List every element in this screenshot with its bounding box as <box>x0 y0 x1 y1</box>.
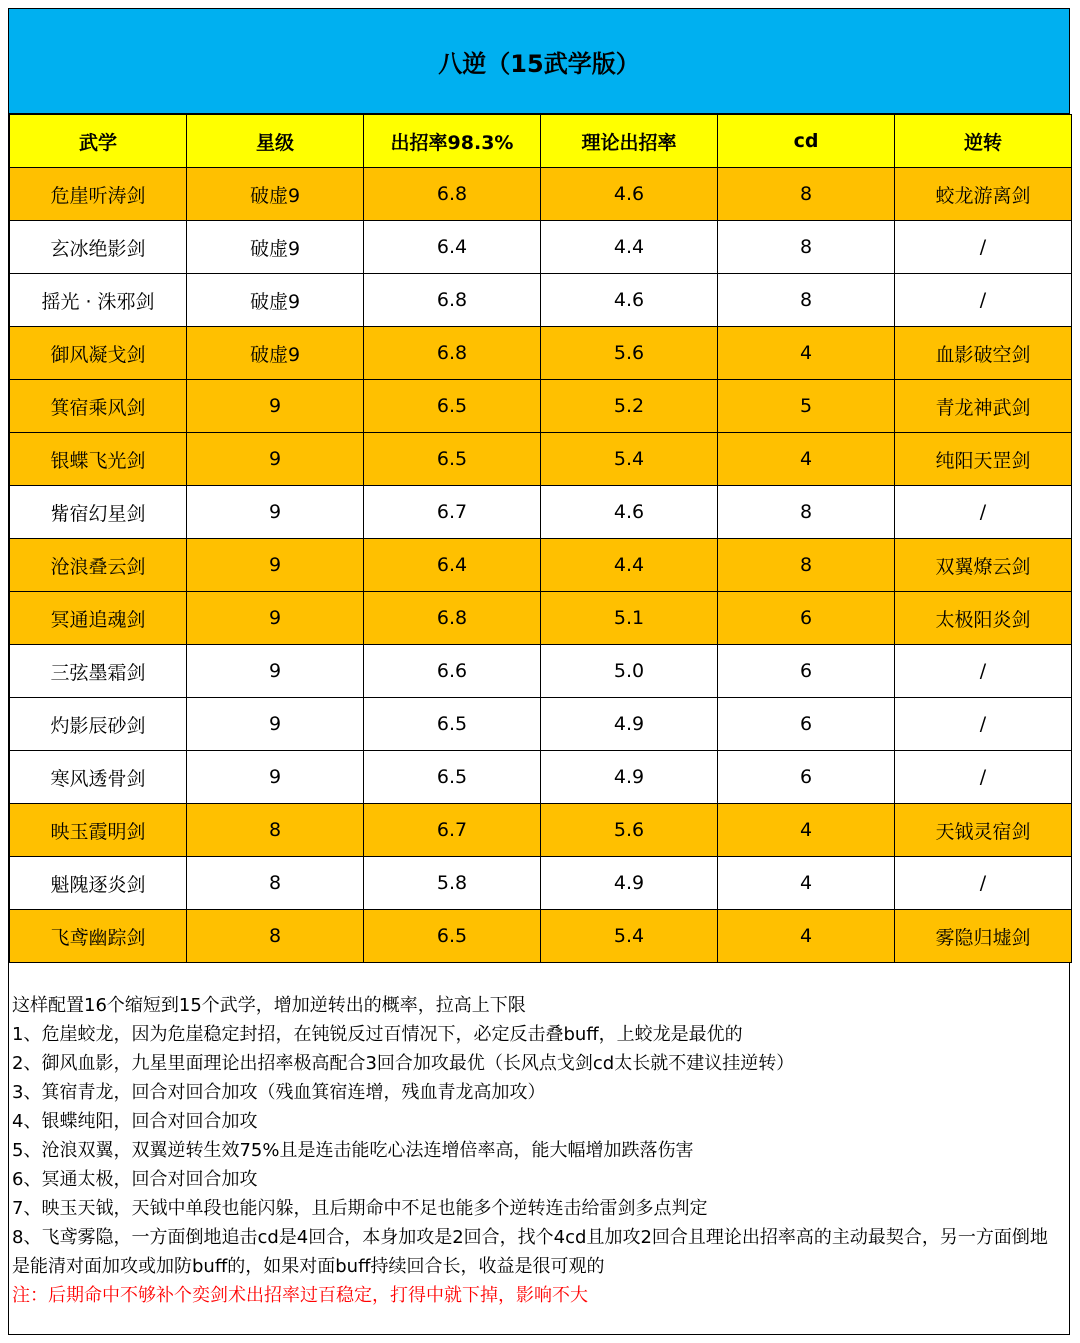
cell-skill: 摇光 · 洙邪剑 <box>10 274 187 327</box>
cell-rate: 6.5 <box>364 380 541 433</box>
note-line: 8、飞鸢雾隐，一方面倒地追击cd是4回合，本身加攻是2回合，找个4cd且加攻2回合且理论出招率高的主动最契合，另一方面倒地是能清对面加攻或加防buff的，如果对面buff持续回合长，收益是很可观的 <box>12 1227 1048 1277</box>
cell-skill: 玄冰绝影剑 <box>10 221 187 274</box>
cell-skill: 灼影辰砂剑 <box>10 698 187 751</box>
table-row <box>10 645 1072 698</box>
cell-cd: 4 <box>718 804 895 857</box>
cell-theory-rate: 4.9 <box>541 698 718 751</box>
cell-rate: 5.8 <box>364 857 541 910</box>
cell-star: 9 <box>187 433 364 486</box>
cell-theory-rate: 5.0 <box>541 645 718 698</box>
cell-rate: 6.8 <box>364 592 541 645</box>
note-line: 4、银蝶纯阳，回合对回合加攻 <box>12 1111 258 1132</box>
cell-reversal: / <box>895 751 1072 804</box>
cell-star: 9 <box>187 539 364 592</box>
cell-theory-rate: 5.6 <box>541 327 718 380</box>
cell-reversal: / <box>895 486 1072 539</box>
cell-star: 8 <box>187 804 364 857</box>
table-row <box>10 380 1072 433</box>
cell-star: 破虚9 <box>187 221 364 274</box>
cell-star: 破虚9 <box>187 274 364 327</box>
cell-theory-rate: 4.9 <box>541 751 718 804</box>
cell-theory-rate: 5.6 <box>541 804 718 857</box>
header-skill: 武学 <box>10 115 187 168</box>
notes-section <box>12 991 1064 1310</box>
cell-theory-rate: 4.6 <box>541 274 718 327</box>
cell-cd: 8 <box>718 221 895 274</box>
cell-theory-rate: 4.9 <box>541 857 718 910</box>
cell-skill: 寒风透骨剑 <box>10 751 187 804</box>
header-theory-rate: 理论出招率 <box>541 115 718 168</box>
cell-skill: 御风凝戈剑 <box>10 327 187 380</box>
cell-reversal: 太极阳炎剑 <box>895 592 1072 645</box>
cell-reversal: / <box>895 274 1072 327</box>
table-row <box>10 539 1072 592</box>
table-row <box>10 910 1072 963</box>
table-row <box>10 168 1072 221</box>
cell-rate: 6.8 <box>364 327 541 380</box>
header-cd: cd <box>718 115 895 168</box>
cell-reversal: 青龙神武剑 <box>895 380 1072 433</box>
cell-reversal: 血影破空剑 <box>895 327 1072 380</box>
cell-star: 9 <box>187 645 364 698</box>
cell-reversal: 天钺灵宿剑 <box>895 804 1072 857</box>
cell-cd: 5 <box>718 380 895 433</box>
cell-cd: 8 <box>718 486 895 539</box>
cell-reversal: / <box>895 857 1072 910</box>
spreadsheet <box>8 8 1070 1335</box>
cell-rate: 6.6 <box>364 645 541 698</box>
table-row <box>10 221 1072 274</box>
table-row <box>10 751 1072 804</box>
cell-cd: 6 <box>718 751 895 804</box>
cell-theory-rate: 4.4 <box>541 539 718 592</box>
cell-rate: 6.8 <box>364 168 541 221</box>
cell-theory-rate: 5.2 <box>541 380 718 433</box>
cell-star: 8 <box>187 910 364 963</box>
table-row <box>10 433 1072 486</box>
header-reversal: 逆转 <box>895 115 1072 168</box>
cell-reversal: 双翼燎云剑 <box>895 539 1072 592</box>
cell-reversal: 蛟龙游离剑 <box>895 168 1072 221</box>
cell-cd: 8 <box>718 274 895 327</box>
header-row <box>10 115 1072 168</box>
cell-skill: 飞鸢幽踪剑 <box>10 910 187 963</box>
cell-skill: 危崖听涛剑 <box>10 168 187 221</box>
cell-reversal: 纯阳天罡剑 <box>895 433 1072 486</box>
cell-cd: 8 <box>718 539 895 592</box>
cell-theory-rate: 4.6 <box>541 486 718 539</box>
header-star: 星级 <box>187 115 364 168</box>
cell-cd: 6 <box>718 645 895 698</box>
cell-theory-rate: 5.1 <box>541 592 718 645</box>
note-line: 这样配置16个缩短到15个武学，增加逆转出的概率，拉高上下限 <box>12 995 526 1016</box>
cell-cd: 6 <box>718 592 895 645</box>
note-line: 7、映玉天钺，天钺中单段也能闪躲，且后期命中不足也能多个逆转连击给雷剑多点判定 <box>12 1198 708 1219</box>
table-row <box>10 274 1072 327</box>
cell-theory-rate: 4.4 <box>541 221 718 274</box>
cell-skill: 冥通追魂剑 <box>10 592 187 645</box>
cell-star: 9 <box>187 698 364 751</box>
sheet-title: 八逆（15武学版） <box>9 9 1069 114</box>
cell-theory-rate: 5.4 <box>541 910 718 963</box>
cell-rate: 6.5 <box>364 910 541 963</box>
table-row <box>10 327 1072 380</box>
cell-rate: 6.4 <box>364 221 541 274</box>
cell-theory-rate: 4.6 <box>541 168 718 221</box>
cell-rate: 6.7 <box>364 804 541 857</box>
cell-rate: 6.4 <box>364 539 541 592</box>
cell-star: 破虚9 <box>187 168 364 221</box>
note-line: 6、冥通太极，回合对回合加攻 <box>12 1169 258 1190</box>
cell-theory-rate: 5.4 <box>541 433 718 486</box>
cell-star: 8 <box>187 857 364 910</box>
cell-reversal: 雾隐归墟剑 <box>895 910 1072 963</box>
cell-star: 9 <box>187 751 364 804</box>
cell-reversal: / <box>895 221 1072 274</box>
cell-rate: 6.5 <box>364 433 541 486</box>
note-line: 5、沧浪双翼，双翼逆转生效75%且是连击能吃心法连增倍率高，能大幅增加跌落伤害 <box>12 1140 694 1161</box>
cell-star: 破虚9 <box>187 327 364 380</box>
cell-star: 9 <box>187 380 364 433</box>
cell-cd: 4 <box>718 910 895 963</box>
cell-rate: 6.8 <box>364 274 541 327</box>
cell-cd: 4 <box>718 433 895 486</box>
cell-cd: 6 <box>718 698 895 751</box>
header-rate: 出招率98.3% <box>364 115 541 168</box>
skills-table <box>9 114 1072 963</box>
cell-star: 9 <box>187 592 364 645</box>
table-row <box>10 857 1072 910</box>
cell-skill: 箕宿乘风剑 <box>10 380 187 433</box>
warning-note: 注：后期命中不够补个奕剑术出招率过百稳定，打得中就下掉，影响不大 <box>12 1285 588 1306</box>
cell-skill: 魁隗逐炎剑 <box>10 857 187 910</box>
cell-skill: 映玉霞明剑 <box>10 804 187 857</box>
cell-rate: 6.5 <box>364 698 541 751</box>
cell-reversal: / <box>895 698 1072 751</box>
cell-rate: 6.7 <box>364 486 541 539</box>
cell-rate: 6.5 <box>364 751 541 804</box>
table-row <box>10 698 1072 751</box>
cell-cd: 4 <box>718 857 895 910</box>
cell-skill: 觜宿幻星剑 <box>10 486 187 539</box>
table-row <box>10 486 1072 539</box>
table-row <box>10 804 1072 857</box>
cell-cd: 8 <box>718 168 895 221</box>
cell-skill: 三弦墨霜剑 <box>10 645 187 698</box>
note-line: 1、危崖蛟龙，因为危崖稳定封招，在钝锐反过百情况下，必定反击叠buff，上蛟龙是最优的 <box>12 1024 743 1045</box>
cell-skill: 银蝶飞光剑 <box>10 433 187 486</box>
cell-star: 9 <box>187 486 364 539</box>
cell-reversal: / <box>895 645 1072 698</box>
cell-cd: 4 <box>718 327 895 380</box>
cell-skill: 沧浪叠云剑 <box>10 539 187 592</box>
table-row <box>10 592 1072 645</box>
note-line: 3、箕宿青龙，回合对回合加攻（残血箕宿连增，残血青龙高加攻） <box>12 1082 546 1103</box>
note-line: 2、御风血影，九星里面理论出招率极高配合3回合加攻最优（长风点戈剑cd太长就不建议挂逆转） <box>12 1053 795 1074</box>
